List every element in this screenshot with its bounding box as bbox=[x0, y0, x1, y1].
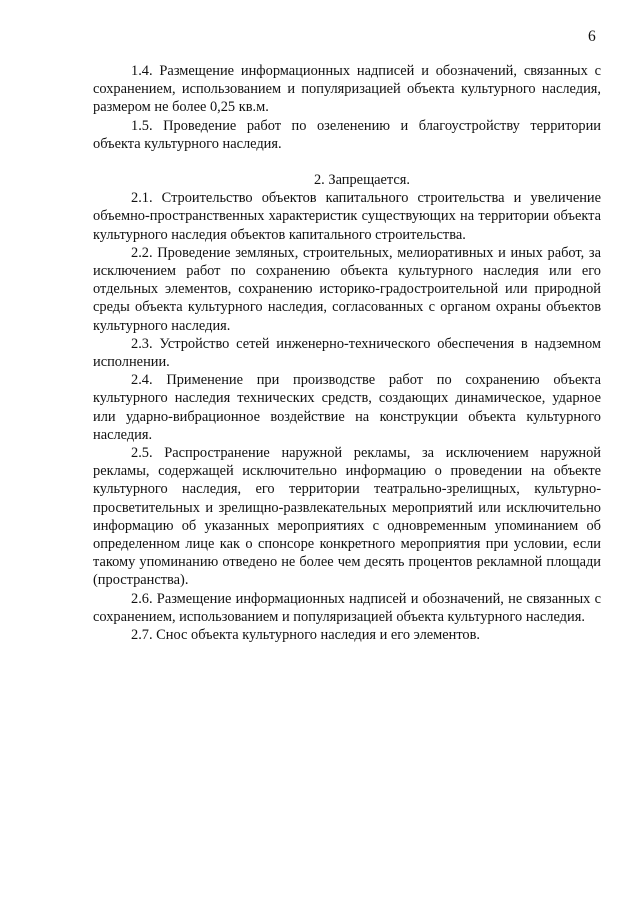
page-number: 6 bbox=[588, 28, 596, 45]
item-2-2: 2.2. Проведение земляных, строительных, мелиоративных и иных работ, за исключением работ по сохранению объекта культурного наследия или его отдельных элементов, сохранению историко-градостроительной или природной среды объекта культурного наследия, согласованных с органом охраны объектов культурного наследия. bbox=[93, 244, 601, 334]
document-body bbox=[93, 62, 601, 644]
item-1-5: 1.5. Проведение работ по озеленению и благоустройству территории объекта культурного наследия. bbox=[93, 117, 601, 152]
item-2-4: 2.4. Применение при производстве работ по сохранению объекта культурного наследия технических средств, создающих динамическое, ударное или ударно-вибрационное воздействие на конструкции объекта культурного наследия. bbox=[93, 372, 601, 443]
item-2-5: 2.5. Распространение наружной рекламы, за исключением наружной рекламы, содержащей исключительно информацию о проведении на объекте культурного наследия, его территории театрально-зрелищных, культурно-просветительных и зрелищно-развлекательных мероприятий или исключительно информацию об указанных мероприятиях с одновременным упоминанием об определенном лице как о спонсоре конкретного мероприятия при условии, если такому упоминанию отведено не более чем десять процентов рекламной площади (пространства). bbox=[93, 445, 601, 589]
item-2-6: 2.6. Размещение информационных надписей и обозначений, не связанных с сохранением, использованием и популяризацией объекта культурного наследия. bbox=[93, 590, 601, 625]
item-2-1: 2.1. Строительство объектов капитального строительства и увеличение объемно-пространственных характеристик существующих на территории объекта культурного наследия объектов капитального строительства. bbox=[93, 190, 601, 243]
item-2-7: 2.7. Снос объекта культурного наследия и его элементов. bbox=[131, 627, 481, 644]
item-1-4: 1.4. Размещение информационных надписей и обозначений, связанных с сохранением, использованием и популяризацией объекта культурного наследия, размером не более 0,25 кв.м. bbox=[93, 63, 601, 116]
item-2-3: 2.3. Устройство сетей инженерно-технического обеспечения в надземном исполнении. bbox=[93, 335, 601, 371]
section-heading-prohibited: 2. Запрещается. bbox=[313, 172, 410, 189]
